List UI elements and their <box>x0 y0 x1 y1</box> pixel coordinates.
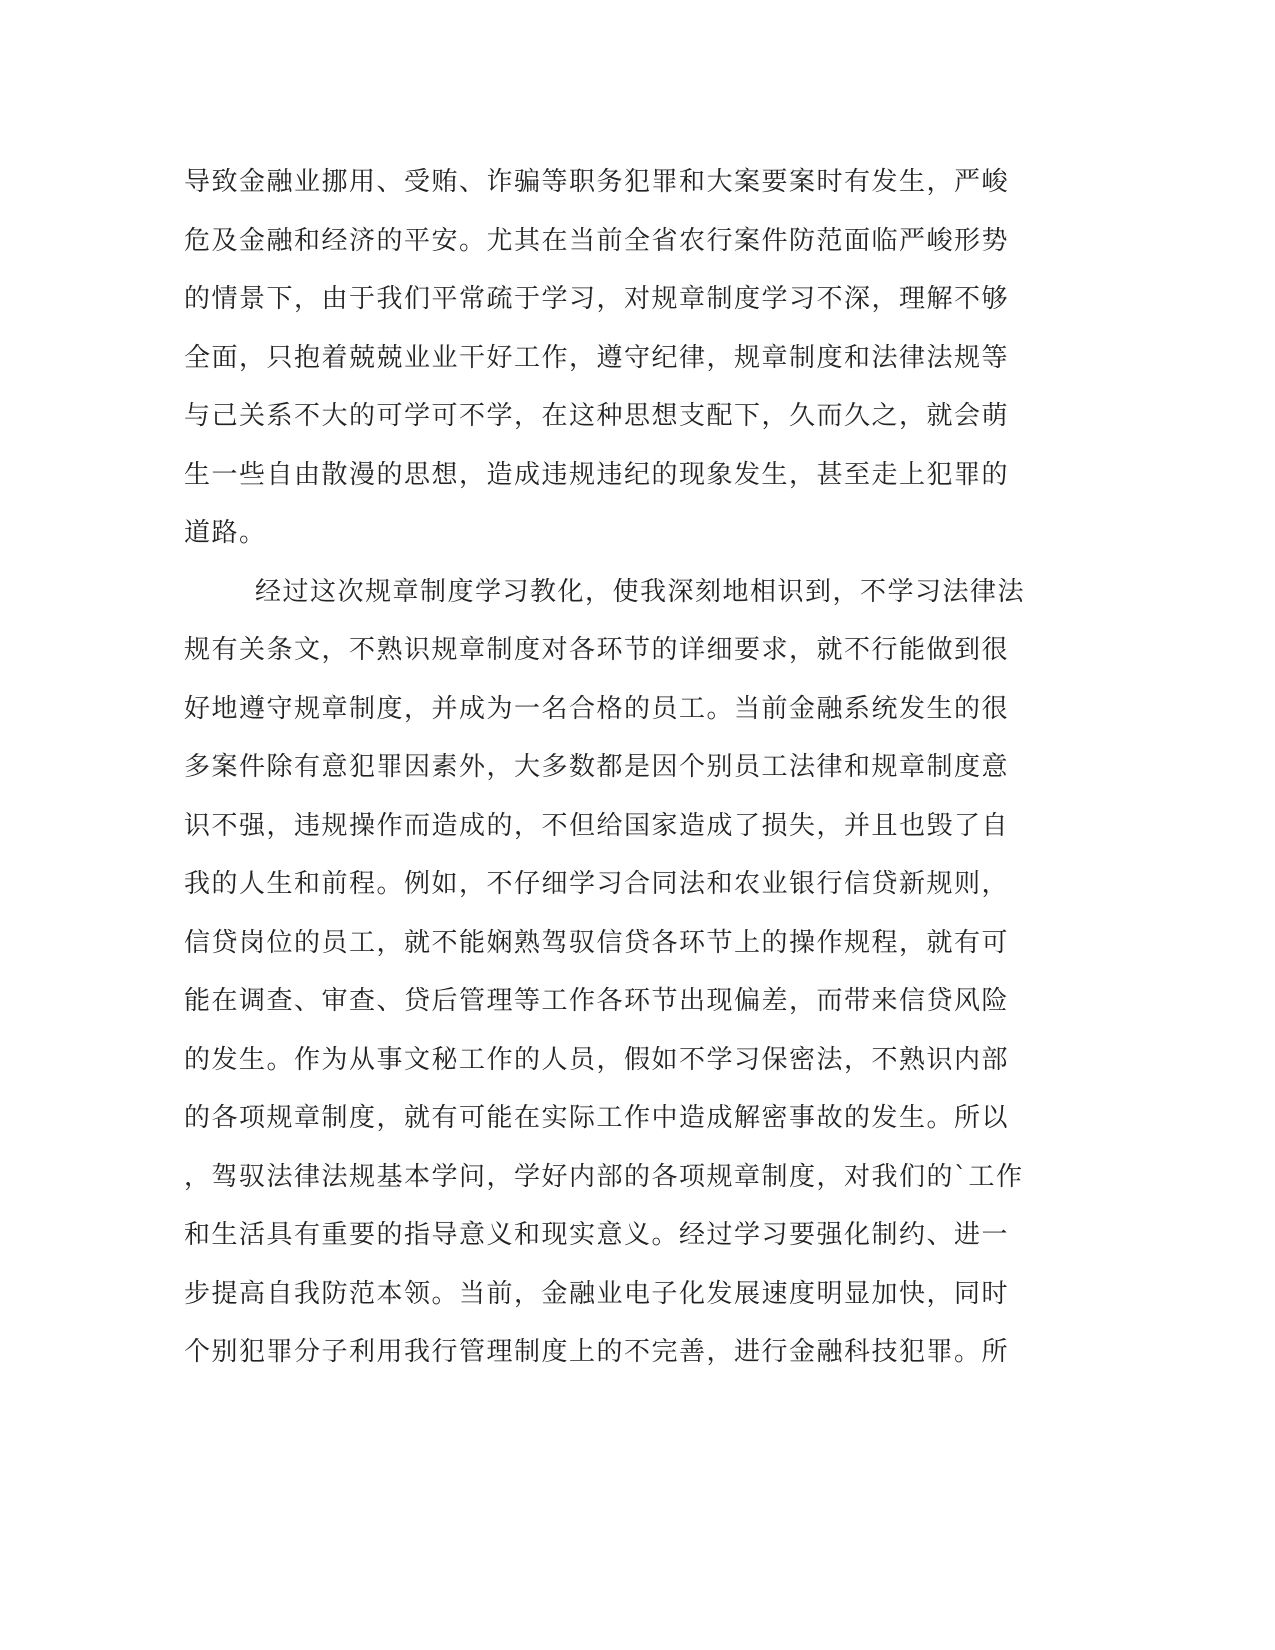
body-text <box>184 160 1044 1389</box>
paragraph-first-line: 经过这次规章制度学习教化，使我深刻地相识到，不学习法律法 <box>255 576 1026 607</box>
text-line: 的发生。作为从事文秘工作的人员，假如不学习保密法，不熟识内部 <box>184 1044 1010 1075</box>
text-line: 好地遵守规章制度，并成为一名合格的员工。当前金融系统发生的很 <box>184 693 1010 724</box>
text-line: 识不强，违规操作而造成的，不但给国家造成了损失，并且也毁了自 <box>184 810 1010 841</box>
text-line: 我的人生和前程。例如，不仔细学习合同法和农业银行信贷新规则， <box>184 869 1010 899</box>
text-line: 能在调查、审查、贷后管理等工作各环节出现偏差，而带来信贷风险 <box>184 986 1010 1016</box>
text-line: 和生活具有重要的指导意义和现实意义。经过学习要强化制约、进一 <box>184 1220 1010 1250</box>
text-line: 全面，只抱着兢兢业业干好工作，遵守纪律，规章制度和法律法规等 <box>184 342 1010 373</box>
text-line: 信贷岗位的员工，就不能娴熟驾驭信贷各环节上的操作规程，就有可 <box>184 927 1010 958</box>
text-line: 多案件除有意犯罪因素外，大多数都是因个别员工法律和规章制度意 <box>184 752 1010 782</box>
text-line: 导致金融业挪用、受贿、诈骗等职务犯罪和大案要案时有发生，严峻 <box>184 167 1010 197</box>
text-line: 步提高自我防范本领。当前，金融业电子化发展速度明显加快，同时 <box>184 1278 1010 1309</box>
text-line: 生一些自由散漫的思想，造成违规违纪的现象发生，甚至走上犯罪的 <box>184 459 1010 490</box>
text-line: 个别犯罪分子利用我行管理制度上的不完善，进行金融科技犯罪。所 <box>184 1337 1010 1367</box>
text-line: 的情景下，由于我们平常疏于学习，对规章制度学习不深，理解不够 <box>184 284 1010 314</box>
text-line: ，驾驭法律法规基本学问，学好内部的各项规章制度，对我们的`工作 <box>184 1161 1024 1192</box>
text-line: 危及金融和经济的平安。尤其在当前全省农行案件防范面临严峻形势 <box>184 225 1010 256</box>
text-line: 与己关系不大的可学可不学，在这种思想支配下，久而久之，就会萌 <box>184 401 1010 431</box>
text-line: 的各项规章制度，就有可能在实际工作中造成解密事故的发生。所以 <box>184 1103 1010 1133</box>
text-line: 规有关条文，不熟识规章制度对各环节的详细要求，就不行能做到很 <box>184 635 1010 665</box>
text-line: 道路。 <box>184 518 267 548</box>
